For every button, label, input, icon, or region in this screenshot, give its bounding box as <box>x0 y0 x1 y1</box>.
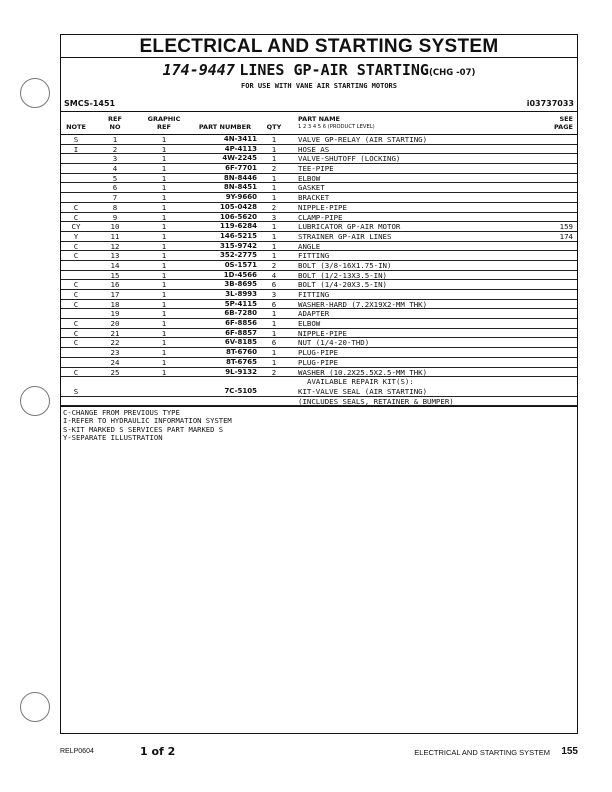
part-ref-no: 6 <box>112 183 118 193</box>
part-graphic-ref: 1 <box>161 319 167 329</box>
table-row <box>61 300 577 310</box>
part-qty: 2 <box>271 164 277 174</box>
part-graphic-ref: 1 <box>161 212 167 222</box>
table-row <box>61 280 577 290</box>
part-graphic-ref: 1 <box>161 260 167 270</box>
part-name: GASKET <box>298 183 325 193</box>
table-row <box>61 193 577 203</box>
part-ref-no: 16 <box>110 280 120 290</box>
table-row <box>61 183 577 193</box>
part-ref-no: 8 <box>112 202 118 212</box>
part-number: 9Y-9660 <box>225 193 257 202</box>
binder-hole-middle <box>20 386 50 416</box>
part-graphic-ref: 1 <box>161 183 167 193</box>
part-graphic-ref: 1 <box>161 251 167 261</box>
part-qty: 6 <box>271 280 277 290</box>
table-row <box>61 251 577 261</box>
part-number: 8N-8446 <box>223 173 257 182</box>
document-id: i03737033 <box>526 99 574 108</box>
part-name: BOLT (1/2-13X3.5-IN) <box>298 270 387 280</box>
page-footer <box>60 745 578 761</box>
part-graphic-ref: 1 <box>161 290 167 299</box>
part-number: 3L-8993 <box>225 290 257 298</box>
table-row <box>61 271 577 281</box>
part-ref-no: 1 <box>112 135 118 144</box>
part-qty: 1 <box>271 309 277 319</box>
part-graphic-ref: 1 <box>161 222 167 232</box>
part-graphic-ref: 1 <box>161 135 167 144</box>
part-qty: 1 <box>271 173 277 183</box>
smcs-bar <box>61 97 577 112</box>
legend-item: I-REFER TO HYDRAULIC INFORMATION SYSTEM <box>63 416 232 426</box>
part-note: CY <box>71 222 81 232</box>
table-header <box>61 112 577 135</box>
part-qty: 1 <box>271 183 277 193</box>
group-heading <box>61 61 577 82</box>
header-part-name: PART NAME <box>298 115 340 123</box>
part-name: STRAINER GP-AIR LINES <box>298 231 392 241</box>
table-row <box>61 368 577 378</box>
part-qty: 1 <box>271 231 277 241</box>
part-name: BRACKET <box>298 193 330 203</box>
part-ref-no: 2 <box>112 144 118 154</box>
part-see-page: 159 <box>559 222 573 232</box>
group-number: 174-9447 <box>162 61 235 79</box>
part-graphic-ref: 1 <box>161 270 167 280</box>
part-qty: 6 <box>271 338 277 348</box>
part-ref-no: 17 <box>110 290 120 299</box>
part-number: 6V-8185 <box>224 338 257 347</box>
table-row <box>61 174 577 184</box>
part-ref-no: 3 <box>112 154 118 164</box>
part-qty: 1 <box>271 193 277 203</box>
part-number: 146-5215 <box>220 231 257 240</box>
part-qty: 1 <box>271 241 277 251</box>
table-row <box>61 338 577 348</box>
part-graphic-ref: 1 <box>161 348 167 358</box>
part-number: 6B-7280 <box>224 309 257 318</box>
part-graphic-ref: 1 <box>161 202 167 212</box>
binder-hole-top <box>20 78 50 108</box>
part-name: NIPPLE-PIPE <box>298 202 347 212</box>
part-note: S <box>73 135 79 144</box>
part-note: C <box>73 299 79 309</box>
table-row <box>61 232 577 242</box>
part-name: ANGLE <box>298 241 321 251</box>
part-ref-no: 12 <box>110 241 120 251</box>
part-qty: 1 <box>271 319 277 329</box>
repair-kit-includes-row <box>61 397 577 407</box>
part-name: WASHER (10.2X25.5X2.5-MM THK) <box>298 367 428 377</box>
part-ref-no: 19 <box>110 309 120 319</box>
part-ref-no: 11 <box>110 231 120 241</box>
part-graphic-ref: 1 <box>161 144 167 154</box>
part-name: TEE-PIPE <box>298 164 334 174</box>
table-row <box>61 154 577 164</box>
repair-kit-note: S <box>73 386 79 396</box>
part-graphic-ref: 1 <box>161 231 167 241</box>
part-qty: 1 <box>271 348 277 358</box>
part-number: 105-0428 <box>220 202 257 211</box>
legend <box>61 406 577 442</box>
table-row <box>61 242 577 252</box>
part-number: 4N-3411 <box>223 135 257 143</box>
part-graphic-ref: 1 <box>161 173 167 183</box>
part-note: C <box>73 290 79 299</box>
part-ref-no: 13 <box>110 251 120 261</box>
part-qty: 1 <box>271 222 277 232</box>
part-note: C <box>73 338 79 348</box>
repair-kit-part-number: 7C-5105 <box>224 386 257 395</box>
legend-item: S-KIT MARKED S SERVICES PART MARKED S <box>63 424 224 434</box>
part-note: C <box>73 367 79 377</box>
part-ref-no: 22 <box>110 338 120 348</box>
part-name: CLAMP-PIPE <box>298 212 343 222</box>
part-qty: 1 <box>271 144 277 154</box>
table-row <box>61 329 577 339</box>
header-see-page: SEE PAGE <box>554 115 573 131</box>
part-qty: 2 <box>271 202 277 212</box>
part-ref-no: 21 <box>110 328 120 338</box>
part-name: PLUG-PIPE <box>298 348 339 358</box>
part-ref-no: 24 <box>110 357 120 367</box>
part-note: C <box>73 280 79 290</box>
part-name: NUT (1/4-20-THD) <box>298 338 370 348</box>
part-name: ELBOW <box>298 173 321 183</box>
part-note: C <box>73 251 79 261</box>
part-number: 119-6284 <box>220 222 257 231</box>
repair-kit-includes: (INCLUDES SEALS, RETAINER & BUMPER) <box>298 396 454 406</box>
part-qty: 1 <box>271 357 277 367</box>
table-row <box>61 290 577 300</box>
part-qty: 4 <box>271 270 277 280</box>
part-number: 6F-8857 <box>225 328 257 337</box>
part-ref-no: 14 <box>110 260 120 270</box>
part-graphic-ref: 1 <box>161 328 167 338</box>
part-ref-no: 9 <box>112 212 118 222</box>
part-number: 6F-8856 <box>225 319 257 328</box>
part-ref-no: 25 <box>110 367 120 377</box>
part-note: I <box>73 144 79 154</box>
header-qty: QTY <box>266 123 282 131</box>
repair-kit-section <box>61 377 577 406</box>
part-graphic-ref: 1 <box>161 357 167 367</box>
part-name: VALVE GP-RELAY (AIR STARTING) <box>298 135 428 144</box>
part-number: 6F-7701 <box>225 164 257 173</box>
footer-code: RELP0604 <box>60 748 94 755</box>
part-qty: 3 <box>271 290 277 299</box>
part-qty: 2 <box>271 367 277 377</box>
part-qty: 6 <box>271 299 277 309</box>
part-name: WASHER-HARD (7.2X19X2-MM THK) <box>298 299 428 309</box>
part-number: 4P-4113 <box>224 144 257 153</box>
part-graphic-ref: 1 <box>161 154 167 164</box>
part-ref-no: 4 <box>112 164 118 174</box>
part-note: C <box>73 319 79 329</box>
part-number: 5P-4115 <box>224 299 257 308</box>
parts-list-frame <box>60 34 578 734</box>
header-part-number: PART NUMBER <box>198 123 252 131</box>
part-qty: 3 <box>271 212 277 222</box>
part-ref-no: 15 <box>110 270 120 280</box>
repair-kit-name: KIT-VALVE SEAL (AIR STARTING) <box>298 386 428 396</box>
part-number: 352-2775 <box>220 251 257 260</box>
change-tag: (CHG -07) <box>428 68 476 78</box>
part-number: 8N-8451 <box>223 183 257 192</box>
binder-hole-bottom <box>20 692 50 722</box>
table-row <box>61 164 577 174</box>
part-note: C <box>73 328 79 338</box>
part-name: LUBRICATOR GP-AIR MOTOR <box>298 222 401 232</box>
part-ref-no: 7 <box>112 193 118 203</box>
part-graphic-ref: 1 <box>161 309 167 319</box>
part-note: C <box>73 212 79 222</box>
part-ref-no: 10 <box>110 222 120 232</box>
part-graphic-ref: 1 <box>161 280 167 290</box>
part-number: 3B-8695 <box>224 280 257 289</box>
repair-kit-heading: AVAILABLE REPAIR KIT(S): <box>307 377 414 387</box>
footer-page-of: 1 of 2 <box>140 745 176 758</box>
legend-item: Y-SEPARATE ILLUSTRATION <box>63 432 163 442</box>
part-name: FITTING <box>298 251 330 261</box>
header-note: NOTE <box>66 123 86 131</box>
smcs-code: SMCS-1451 <box>64 99 116 108</box>
part-name: BOLT (1/4-20X3.5-IN) <box>298 280 387 290</box>
part-name: ADAPTER <box>298 309 330 319</box>
part-name: PLUG-PIPE <box>298 357 339 367</box>
part-number: 8T-6760 <box>225 348 257 357</box>
part-number: 9L-9132 <box>225 367 257 376</box>
table-row <box>61 309 577 319</box>
part-graphic-ref: 1 <box>161 299 167 309</box>
part-number: 0S-1571 <box>224 260 257 269</box>
part-number: 106-5620 <box>220 212 257 221</box>
table-row <box>61 261 577 271</box>
part-ref-no: 5 <box>112 173 118 183</box>
part-number: 315-9742 <box>220 241 257 250</box>
part-graphic-ref: 1 <box>161 164 167 174</box>
repair-kit-heading-row <box>61 377 577 387</box>
footer-page-number: 155 <box>561 746 578 757</box>
table-row <box>61 348 577 358</box>
part-ref-no: 23 <box>110 348 120 358</box>
legend-item: C-CHANGE FROM PREVIOUS TYPE <box>63 408 180 418</box>
part-graphic-ref: 1 <box>161 193 167 203</box>
part-name: NIPPLE-PIPE <box>298 328 347 338</box>
part-name: FITTING <box>298 290 330 299</box>
part-see-page: 174 <box>559 231 573 241</box>
footer-section: ELECTRICAL AND STARTING SYSTEM <box>414 748 550 757</box>
parts-table <box>61 135 577 377</box>
group-name: LINES GP-AIR STARTING <box>239 61 429 79</box>
part-graphic-ref: 1 <box>161 338 167 348</box>
table-row <box>61 222 577 232</box>
part-note: C <box>73 202 79 212</box>
part-name: BOLT (3/8-16X1.75-IN) <box>298 260 392 270</box>
page-title: ELECTRICAL AND STARTING SYSTEM <box>61 35 577 58</box>
part-number: 4W-2245 <box>222 154 257 163</box>
part-graphic-ref: 1 <box>161 241 167 251</box>
header-product-level: 1 2 3 4 5 6 (PRODUCT LEVEL) <box>298 124 375 130</box>
part-qty: 1 <box>271 154 277 164</box>
part-qty: 2 <box>271 260 277 270</box>
part-number: 1D-4566 <box>223 270 257 279</box>
part-graphic-ref: 1 <box>161 367 167 377</box>
part-ref-no: 20 <box>110 319 120 329</box>
part-qty: 1 <box>271 328 277 338</box>
part-note: C <box>73 241 79 251</box>
header-ref-no: REF NO <box>108 115 122 131</box>
part-name: ELBOW <box>298 319 321 329</box>
header-graphic-ref: GRAPHIC REF <box>147 115 181 131</box>
table-row <box>61 358 577 368</box>
usage-note: FOR USE WITH VANE AIR STARTING MOTORS <box>241 82 397 90</box>
table-row <box>61 135 577 145</box>
repair-kit-row <box>61 387 577 397</box>
part-qty: 1 <box>271 135 277 144</box>
table-row <box>61 203 577 213</box>
part-note: Y <box>73 231 79 241</box>
table-row <box>61 145 577 155</box>
part-name: HOSE AS <box>298 144 330 154</box>
part-ref-no: 18 <box>110 299 120 309</box>
part-qty: 1 <box>271 251 277 261</box>
table-row <box>61 319 577 329</box>
table-row <box>61 213 577 223</box>
part-name: VALVE-SHUTOFF (LOCKING) <box>298 154 401 164</box>
part-number: 8T-6765 <box>225 357 257 366</box>
